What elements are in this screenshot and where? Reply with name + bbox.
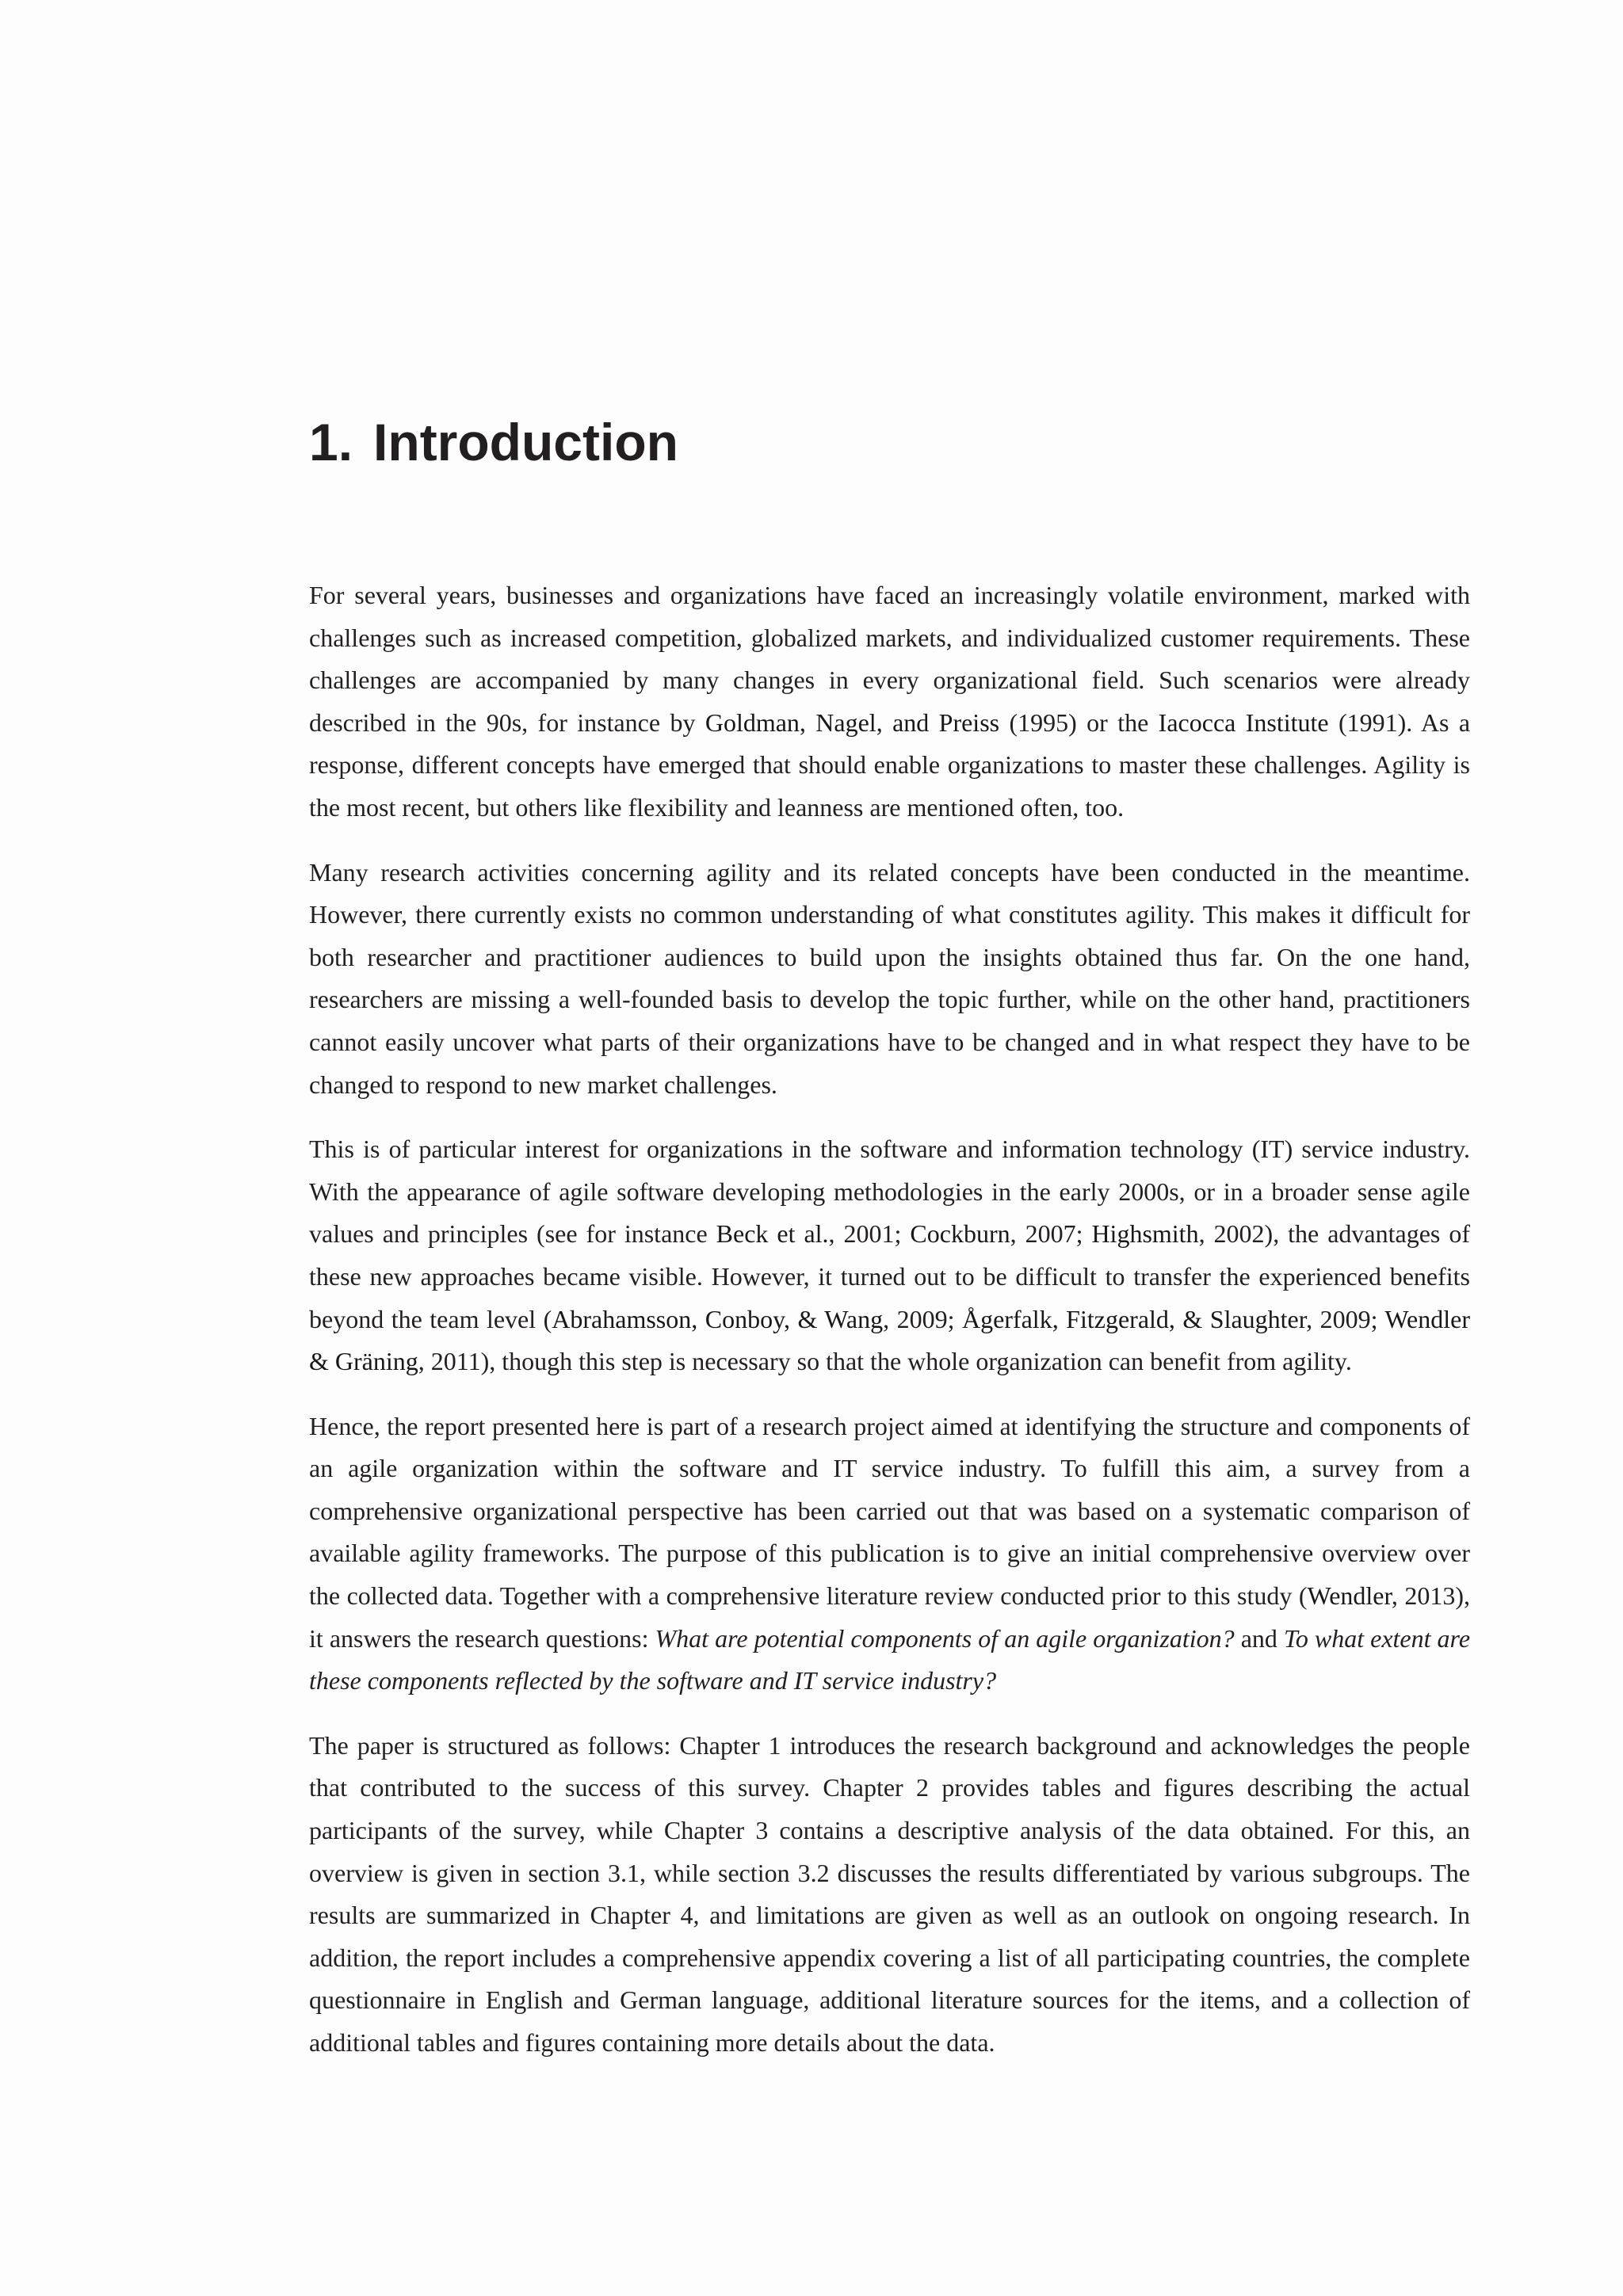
text-segment: , 2001; <box>828 1219 911 1249</box>
text-segment: (1995) or the <box>999 707 1159 737</box>
chapter-number: 1. <box>309 413 353 471</box>
citation-link-agerfalk[interactable]: Ågerfalk, Fitzgerald, & Slaughter <box>961 1304 1307 1333</box>
citation-link-abrahamsson[interactable]: Abrahamsson, Conboy, & Wang <box>552 1304 884 1333</box>
text-segment: For several years, businesses and organizations have faced an increasingly volatile environment, marked with challenges such as increased competition, globalized markets, and individualized customer requirements. These challenges are accompanied by many changes in every organizational field. Such scenarios were already described in the 90s, for instance by <box>309 581 1470 737</box>
paragraph-research-gap <box>309 852 1470 1107</box>
citation-link-beck[interactable]: Beck et al. <box>716 1219 829 1249</box>
research-question-1: What are potential components of an agile organization? <box>655 1623 1235 1653</box>
chapter-heading <box>309 414 678 471</box>
paragraph-structure <box>309 1725 1470 2065</box>
research-question-2: To what extent are these components reflected by the software and IT service industry? <box>309 1623 1471 1695</box>
citation-link-iacocca[interactable]: Iacocca Institute <box>1158 707 1329 737</box>
citation-link-highsmith[interactable]: Highsmith <box>1091 1219 1199 1249</box>
chapter-title-text: Introduction <box>373 413 678 471</box>
text-segment: Hence, the report presented here is part of a research project aimed at identifying the structure and components of an agile organization within the software and IT service industry. To fulfill this aim, a survey from a comprehensive organizational perspective has been carried out that was based on a systematic comparison of available agility frameworks. The purpose of this publication is to give an initial comprehensive overview over the collected data. Together with a comprehensive literature review conducted prior to this study ( <box>309 1411 1470 1611</box>
paragraph-software-industry <box>309 1128 1470 1383</box>
text-segment: , 2011), though this step is necessary so that the whole organization can benefit from agility. <box>418 1347 1352 1376</box>
text-segment: Many research activities concerning agility and its related concepts have been conducted in the meantime. However, there currently exists no common understanding of what constitutes agility. This makes it difficult for both researcher and practitioner audiences to build upon the insights obtained thus far. On the one hand, researchers are missing a well-founded basis to develop the topic further, while on the other hand, practitioners cannot easily uncover what parts of their organizations have to be changed and in what respect they have to be changed to respond to new market challenges. <box>309 857 1470 1099</box>
text-segment: , 2009; <box>1306 1304 1385 1333</box>
text-segment: and <box>1234 1623 1284 1653</box>
text-segment: , 2013), it answers the research questions: <box>309 1581 1471 1653</box>
text-segment: , 2002), the advantages of these new approaches became visible. However, it turned out to be difficult to transfer the experienced benefits beyond the team level ( <box>309 1219 1471 1333</box>
citation-link-goldman[interactable]: Goldman, Nagel, and Preiss <box>705 707 1000 737</box>
citation-link-wendler-graning[interactable]: Wendler & Gräning <box>309 1304 1470 1376</box>
chapter-body <box>309 574 1470 2087</box>
text-segment: This is of particular interest for organizations in the software and information technology (IT) service industry. With the appearance of agile software developing methodologies in the early 2000s, or in a broader sense agile values and principles (see for instance <box>309 1135 1470 1249</box>
text-segment: (1991). As a response, different concepts have emerged that should enable organizations to master these challenges. Agility is the most recent, but others like flexibility and leanness are mentioned often, too. <box>309 707 1471 822</box>
text-segment: The paper is structured as follows: Chapter 1 introduces the research background and acknowledges the people that contributed to the success of this survey. Chapter 2 provides tables and figures describing the actual participants of the survey, while Chapter 3 contains a descriptive analysis of the data obtained. For this, an overview is given in section 3.1, while section 3.2 discusses the results differentiated by various subgroups. The results are summarized in Chapter 4, and limitations are given as well as an outlook on ongoing research. In addition, the report includes a comprehensive appendix covering a list of all participating countries, the complete questionnaire in English and German language, additional literature sources for the items, and a collection of additional tables and figures containing more details about the data. <box>309 1730 1470 2057</box>
citation-link-wendler[interactable]: Wendler <box>1307 1581 1392 1611</box>
paragraph-background <box>309 574 1470 830</box>
citation-link-cockburn[interactable]: Cockburn <box>910 1219 1010 1249</box>
text-segment: , 2007; <box>1010 1219 1092 1249</box>
text-segment: , 2009; <box>883 1304 962 1333</box>
paragraph-research-questions <box>309 1405 1470 1703</box>
